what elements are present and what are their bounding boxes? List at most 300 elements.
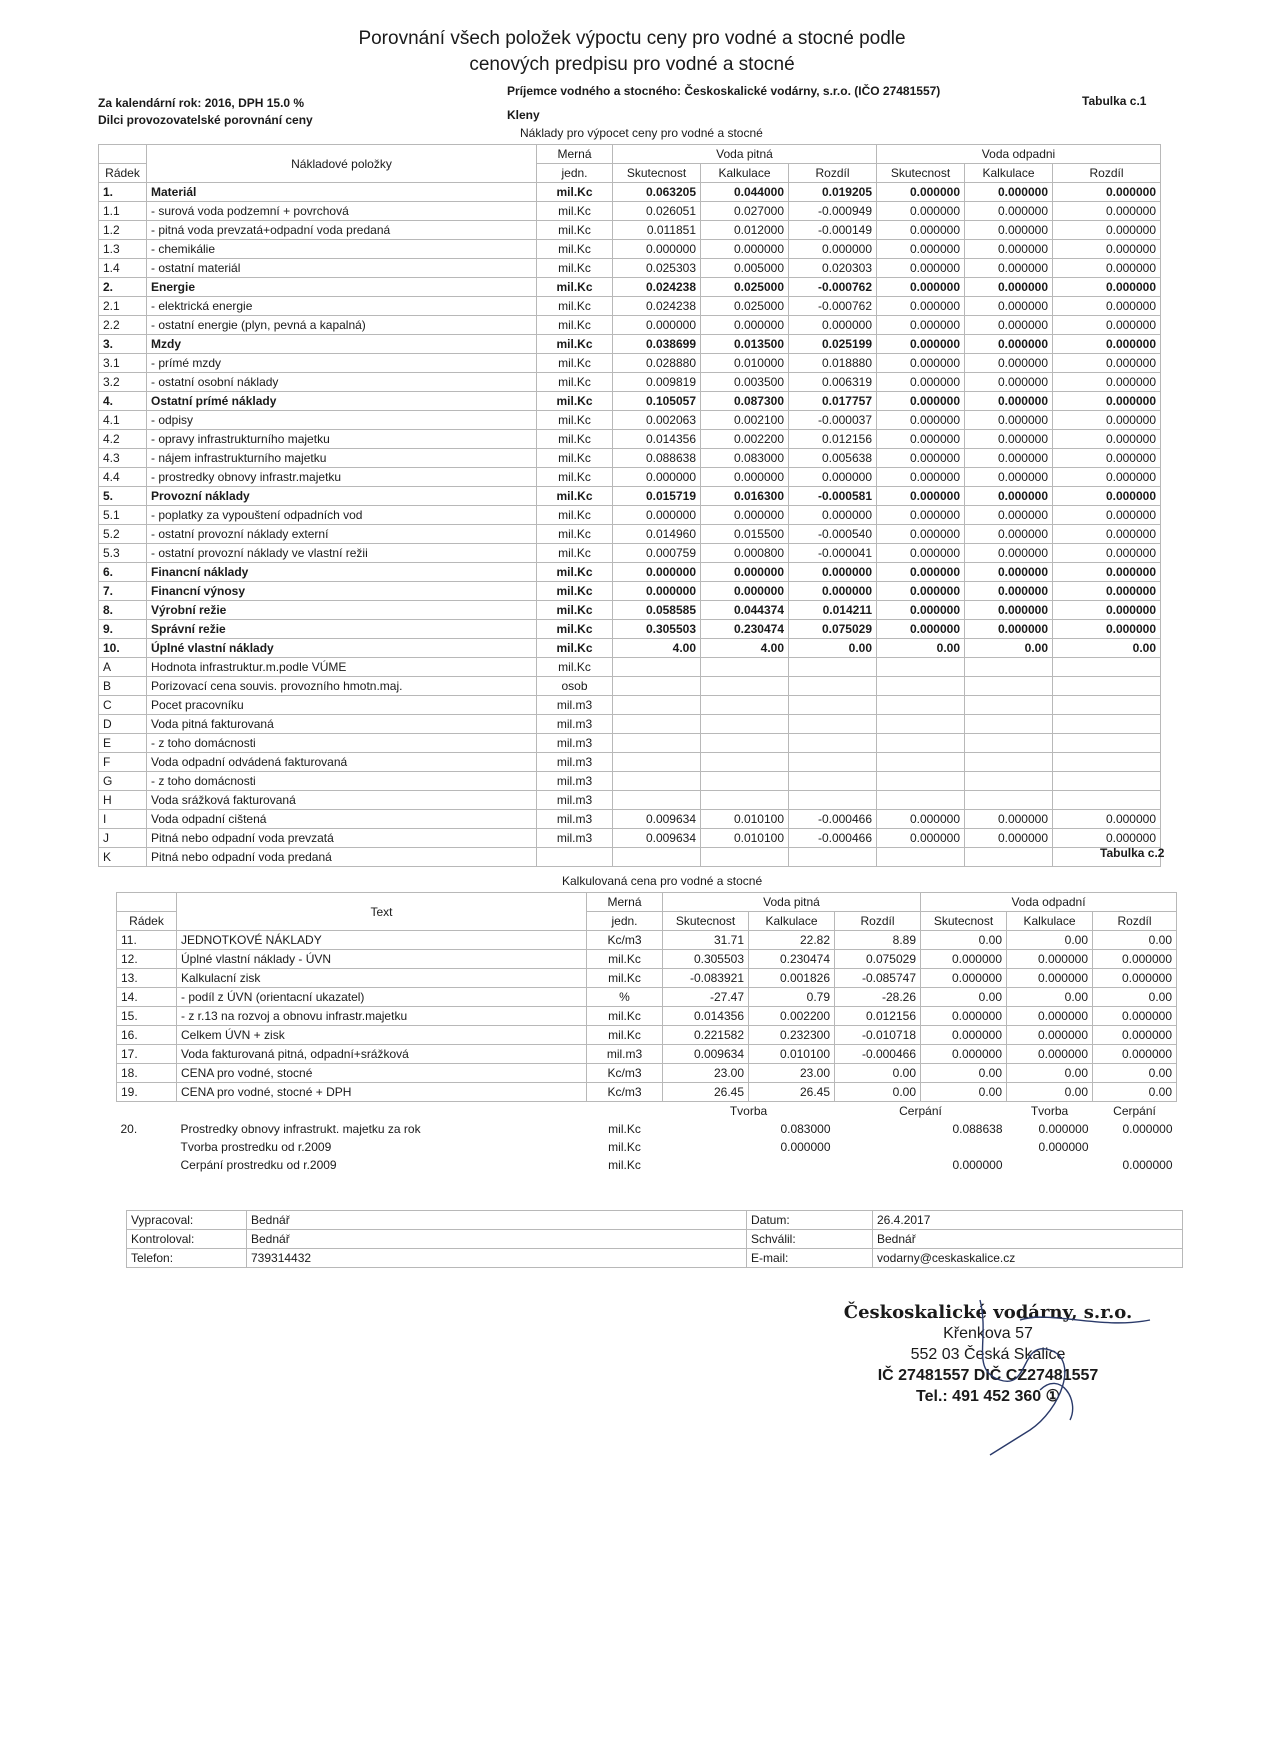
row-unit: mil.Kc xyxy=(537,240,613,259)
row-unit: mil.Kc xyxy=(537,221,613,240)
stamp-city: 552 03 Česká Skalice xyxy=(910,1346,1066,1363)
row-number: B xyxy=(99,677,147,696)
row-value: -0.000949 xyxy=(789,202,877,221)
row-value: 0.000000 xyxy=(965,487,1053,506)
row-value: 0.000000 xyxy=(877,563,965,582)
row-unit: % xyxy=(587,988,663,1007)
row-value xyxy=(877,772,965,791)
row-number: 2. xyxy=(99,278,147,297)
cost-items-table xyxy=(98,144,1161,867)
row-value: 0.000000 xyxy=(965,411,1053,430)
row-value: 0.000000 xyxy=(965,316,1053,335)
row-value: 0.000000 xyxy=(877,449,965,468)
stamp-tel-text: Tel.: 491 452 360 xyxy=(916,1388,1042,1405)
row-number: C xyxy=(99,696,147,715)
row-value: 0.00 xyxy=(1007,1083,1093,1102)
row-unit: mil.m3 xyxy=(537,753,613,772)
row-unit: mil.Kc xyxy=(537,449,613,468)
row-value xyxy=(965,715,1053,734)
row-value: 0.000000 xyxy=(1053,373,1161,392)
row-unit: mil.m3 xyxy=(537,734,613,753)
stamp-mark: ① xyxy=(1045,1388,1060,1405)
row-value: 0.305503 xyxy=(613,620,701,639)
row-value: 0.009634 xyxy=(613,829,701,848)
row-number: D xyxy=(99,715,147,734)
t2-header-text: Text xyxy=(177,893,587,931)
row-label: - ostatní materiál xyxy=(147,259,537,278)
row-number: 5.2 xyxy=(99,525,147,544)
row-label: JEDNOTKOVÉ NÁKLADY xyxy=(177,931,587,950)
row-value: 0.000000 xyxy=(1053,620,1161,639)
row-unit: mil.Kc xyxy=(537,373,613,392)
row-label: - chemikálie xyxy=(147,240,537,259)
row-value: 0.000000 xyxy=(877,297,965,316)
row-value xyxy=(877,753,965,772)
fund-use-1: 0.088638 xyxy=(952,1122,1003,1136)
row-value: 0.000000 xyxy=(1053,810,1161,829)
row-value: 0.00 xyxy=(921,931,1007,950)
table-row xyxy=(117,950,1177,969)
table-row xyxy=(99,449,1161,468)
row-value: 0.014960 xyxy=(613,525,701,544)
row-number: 1.2 xyxy=(99,221,147,240)
row-value: 0.000000 xyxy=(701,468,789,487)
row-value xyxy=(965,791,1053,810)
row-value: 0.005000 xyxy=(701,259,789,278)
row-value: 0.044374 xyxy=(701,601,789,620)
row-number: 5. xyxy=(99,487,147,506)
row-label: - ostatní energie (plyn, pevná a kapalná) xyxy=(147,316,537,335)
row-unit: mil.Kc xyxy=(537,297,613,316)
row-number: 1.4 xyxy=(99,259,147,278)
row-value: 4.00 xyxy=(701,639,789,658)
row-number: 12. xyxy=(117,950,177,969)
row-value: 0.015719 xyxy=(613,487,701,506)
row-label: Úplné vlastní náklady xyxy=(147,639,537,658)
t2-header-water-diff: Rozdíl xyxy=(835,912,921,931)
row-value: 0.016300 xyxy=(701,487,789,506)
row-value: 0.009819 xyxy=(613,373,701,392)
row-label: Správní režie xyxy=(147,620,537,639)
fund-header-use-1: Cerpání xyxy=(899,1104,942,1118)
row-value: 0.000000 xyxy=(1007,950,1093,969)
row-value: -28.26 xyxy=(835,988,921,1007)
row-value: -0.000149 xyxy=(789,221,877,240)
t2-header-waste-diff: Rozdíl xyxy=(1093,912,1177,931)
row-label: Celkem ÚVN + zisk xyxy=(177,1026,587,1045)
row-value xyxy=(877,791,965,810)
t2-header-waste-calc: Kalkulace xyxy=(1007,912,1093,931)
table-row xyxy=(117,1083,1177,1102)
t2-header-waste-actual: Skutecnost xyxy=(921,912,1007,931)
row-label: Voda pitná fakturovaná xyxy=(147,715,537,734)
row-label: Mzdy xyxy=(147,335,537,354)
table-row xyxy=(117,1064,1177,1083)
row-unit: Kc/m3 xyxy=(587,931,663,950)
row-value xyxy=(877,734,965,753)
row-value: 0.000000 xyxy=(965,582,1053,601)
row-value: 0.000000 xyxy=(965,563,1053,582)
row-unit: mil.Kc xyxy=(537,392,613,411)
row-value xyxy=(965,848,1053,867)
row-value: 0.000000 xyxy=(1053,487,1161,506)
row-value xyxy=(613,715,701,734)
row-value: 0.000000 xyxy=(877,316,965,335)
row-value: 0.000000 xyxy=(613,316,701,335)
row-value: -0.000581 xyxy=(789,487,877,506)
row-value: 0.000000 xyxy=(1053,297,1161,316)
row-value xyxy=(1053,696,1161,715)
row-value: 0.00 xyxy=(877,639,965,658)
row-value xyxy=(789,715,877,734)
row-value: 0.00 xyxy=(1093,1083,1177,1102)
row-label: - podíl z ÚVN (orientacní ukazatel) xyxy=(177,988,587,1007)
row-value: 0.000000 xyxy=(965,278,1053,297)
row-value: 0.000000 xyxy=(613,582,701,601)
table-row xyxy=(99,525,1161,544)
row-number: 1.3 xyxy=(99,240,147,259)
row-value: -0.000466 xyxy=(789,829,877,848)
row-number: 16. xyxy=(117,1026,177,1045)
row-number xyxy=(117,1138,177,1156)
row-value: 0.010100 xyxy=(701,829,789,848)
row-number: A xyxy=(99,658,147,677)
row-value xyxy=(701,734,789,753)
row-unit: mil.Kc xyxy=(537,259,613,278)
table-row xyxy=(99,791,1161,810)
row-number: 19. xyxy=(117,1083,177,1102)
row-value: -0.000540 xyxy=(789,525,877,544)
row-value: 0.000000 xyxy=(965,601,1053,620)
table-row xyxy=(99,639,1161,658)
t2-header-waste: Voda odpadní xyxy=(921,893,1177,912)
row-value: 0.024238 xyxy=(613,278,701,297)
row-value: 0.000000 xyxy=(965,297,1053,316)
row-value: 0.001826 xyxy=(749,969,835,988)
row-label: - poplatky za vypouštení odpadních vod xyxy=(147,506,537,525)
row-value: 0.000000 xyxy=(1053,183,1161,202)
row-value: 0.00 xyxy=(1007,1064,1093,1083)
row-value: 0.000000 xyxy=(1053,316,1161,335)
t2-header-water-actual: Skutecnost xyxy=(663,912,749,931)
row-value: 0.024238 xyxy=(613,297,701,316)
row-value: 0.038699 xyxy=(613,335,701,354)
fund-header-blank-3 xyxy=(587,1102,663,1121)
table-row xyxy=(99,392,1161,411)
table-row xyxy=(99,411,1161,430)
row-label: Materiál xyxy=(147,183,537,202)
row-value: 0.00 xyxy=(921,988,1007,1007)
row-unit: mil.Kc xyxy=(537,411,613,430)
row-label: Kalkulacní zisk xyxy=(177,969,587,988)
row-label: - odpisy xyxy=(147,411,537,430)
row-value xyxy=(613,658,701,677)
row-label: Financní výnosy xyxy=(147,582,537,601)
row-value: 0.00 xyxy=(1007,988,1093,1007)
row-value: 0.000000 xyxy=(613,506,701,525)
row-value: 0.015500 xyxy=(701,525,789,544)
row-number: 2.2 xyxy=(99,316,147,335)
row-value xyxy=(701,696,789,715)
row-number: 3.2 xyxy=(99,373,147,392)
row-value: 8.89 xyxy=(835,931,921,950)
row-value: 0.232300 xyxy=(749,1026,835,1045)
row-value: -0.083921 xyxy=(663,969,749,988)
fund-header-create-2: Tvorba xyxy=(1030,1104,1069,1118)
document-title-line1: Porovnání všech položek výpoctu ceny pro vodné a stocné podle xyxy=(358,28,906,49)
row-unit: mil.Kc xyxy=(537,468,613,487)
row-label: Energie xyxy=(147,278,537,297)
checked-value: Bednář xyxy=(247,1230,747,1249)
row-value: 0.000000 xyxy=(877,354,965,373)
checked-label: Kontroloval: xyxy=(127,1230,247,1249)
date-label: Datum: xyxy=(747,1211,873,1230)
row-number: 8. xyxy=(99,601,147,620)
fund-create-2 xyxy=(1007,1156,1093,1174)
row-value: 0.000000 xyxy=(701,316,789,335)
row-unit: mil.Kc xyxy=(587,1007,663,1026)
table-row xyxy=(99,468,1161,487)
row-value: 0.000000 xyxy=(1007,1026,1093,1045)
row-number: 14. xyxy=(117,988,177,1007)
row-value: 23.00 xyxy=(663,1064,749,1083)
row-value: 31.71 xyxy=(663,931,749,950)
row-value xyxy=(789,772,877,791)
row-number: H xyxy=(99,791,147,810)
row-value xyxy=(701,772,789,791)
row-value xyxy=(789,658,877,677)
fund-row xyxy=(117,1120,1177,1138)
row-value: 0.011851 xyxy=(613,221,701,240)
stamp-company: Českoskalické vodárny, s.r.o. xyxy=(843,1302,1133,1323)
row-value: 0.075029 xyxy=(789,620,877,639)
row-value: -0.000762 xyxy=(789,297,877,316)
header-water: Voda pitná xyxy=(613,145,877,164)
row-value: 0.000000 xyxy=(613,563,701,582)
header-unit-bottom: jedn. xyxy=(537,164,613,183)
fund-row xyxy=(117,1156,1177,1174)
row-unit: mil.Kc xyxy=(537,278,613,297)
row-label: - z toho domácnosti xyxy=(147,734,537,753)
row-label: Prostredky obnovy infrastrukt. majetku za rok xyxy=(180,1122,421,1136)
row-value xyxy=(965,753,1053,772)
row-unit: mil.Kc xyxy=(537,354,613,373)
row-unit xyxy=(537,848,613,867)
price-table xyxy=(116,892,1177,1174)
fund-create-1: 0.000000 xyxy=(780,1140,831,1154)
t2-header-water: Voda pitná xyxy=(663,893,921,912)
row-value: 0.000000 xyxy=(1053,392,1161,411)
row-value: 0.000000 xyxy=(965,202,1053,221)
document-title-line2: cenových predpisu pro vodné a stocné xyxy=(469,54,795,75)
row-value xyxy=(1053,791,1161,810)
row-label: Pitná nebo odpadní voda predaná xyxy=(147,848,537,867)
table-row xyxy=(99,430,1161,449)
row-number: E xyxy=(99,734,147,753)
row-value: 0.000000 xyxy=(1053,202,1161,221)
row-value: 0.000000 xyxy=(789,316,877,335)
row-number: 1. xyxy=(99,183,147,202)
header-row-no-label: Rádek xyxy=(99,164,147,183)
table-row xyxy=(99,715,1161,734)
row-value: 0.027000 xyxy=(701,202,789,221)
header-water-diff: Rozdíl xyxy=(789,164,877,183)
row-value: 0.026051 xyxy=(613,202,701,221)
row-value: 0.000000 xyxy=(1053,582,1161,601)
row-value: -0.010718 xyxy=(835,1026,921,1045)
row-value: 0.000000 xyxy=(965,810,1053,829)
row-value xyxy=(613,734,701,753)
row-value: 0.000000 xyxy=(877,829,965,848)
row-value: 0.000000 xyxy=(1007,969,1093,988)
stamp-ids: IČ 27481557 DIČ CZ27481557 xyxy=(877,1367,1099,1384)
signature-footer xyxy=(126,1210,1183,1268)
row-value xyxy=(877,658,965,677)
row-value: 0.000000 xyxy=(877,278,965,297)
header-items: Nákladové položky xyxy=(147,145,537,183)
table-row xyxy=(99,221,1161,240)
locality: Kleny xyxy=(507,108,540,122)
row-value: 0.000000 xyxy=(877,487,965,506)
row-value: 0.000000 xyxy=(701,582,789,601)
fund-header-blank-1 xyxy=(117,1102,177,1121)
prepared-value: Bednář xyxy=(247,1211,747,1230)
row-value: 0.000000 xyxy=(965,221,1053,240)
row-value: 0.00 xyxy=(1093,931,1177,950)
row-value: 0.000000 xyxy=(1053,601,1161,620)
row-value: 22.82 xyxy=(749,931,835,950)
table-row xyxy=(99,810,1161,829)
table-row xyxy=(99,544,1161,563)
row-value: 0.000000 xyxy=(701,506,789,525)
row-unit: mil.Kc xyxy=(537,487,613,506)
row-label: Výrobní režie xyxy=(147,601,537,620)
row-number: 4. xyxy=(99,392,147,411)
table-row xyxy=(99,753,1161,772)
row-number: 17. xyxy=(117,1045,177,1064)
row-value: 0.000000 xyxy=(877,259,965,278)
row-value: 0.002063 xyxy=(613,411,701,430)
table-row xyxy=(99,696,1161,715)
row-value xyxy=(789,677,877,696)
row-value: 0.000000 xyxy=(1053,506,1161,525)
row-value: 0.014356 xyxy=(613,430,701,449)
row-label: - surová voda podzemní + povrchová xyxy=(147,202,537,221)
row-value: -0.000037 xyxy=(789,411,877,430)
row-value xyxy=(701,677,789,696)
row-value: 0.000000 xyxy=(789,240,877,259)
row-value: 0.000000 xyxy=(877,468,965,487)
row-value: 0.00 xyxy=(1093,988,1177,1007)
row-label: Provozní náklady xyxy=(147,487,537,506)
row-unit: mil.Kc xyxy=(537,525,613,544)
row-value: 0.000000 xyxy=(877,411,965,430)
row-number: 4.4 xyxy=(99,468,147,487)
row-value: 0.000000 xyxy=(1053,278,1161,297)
fund-use-2: 0.000000 xyxy=(1122,1122,1173,1136)
row-number: 20. xyxy=(120,1122,138,1136)
row-value xyxy=(613,677,701,696)
row-label: - z toho domácnosti xyxy=(147,772,537,791)
row-value: 4.00 xyxy=(613,639,701,658)
table-row xyxy=(99,354,1161,373)
row-value: 0.000000 xyxy=(965,430,1053,449)
row-value: 0.014211 xyxy=(789,601,877,620)
table-row xyxy=(117,1045,1177,1064)
row-value: -0.000041 xyxy=(789,544,877,563)
row-unit: mil.m3 xyxy=(537,810,613,829)
row-value: 0.000000 xyxy=(965,620,1053,639)
row-label: Voda odpadní odvádená fakturovaná xyxy=(147,753,537,772)
row-unit: mil.m3 xyxy=(537,772,613,791)
fund-use-2 xyxy=(1093,1138,1177,1156)
row-value xyxy=(701,715,789,734)
row-value: 0.083000 xyxy=(701,449,789,468)
row-value: 0.000000 xyxy=(965,449,1053,468)
row-value: 0.000000 xyxy=(1053,411,1161,430)
row-value: -0.085747 xyxy=(835,969,921,988)
table-row xyxy=(99,734,1161,753)
row-number: 1.1 xyxy=(99,202,147,221)
row-value: 0.000000 xyxy=(877,392,965,411)
row-number: 3. xyxy=(99,335,147,354)
row-value: 26.45 xyxy=(663,1083,749,1102)
table-row xyxy=(99,373,1161,392)
row-number: 4.2 xyxy=(99,430,147,449)
row-value: 0.000000 xyxy=(877,430,965,449)
row-unit: mil.m3 xyxy=(537,696,613,715)
table-label-2: Tabulka c.2 xyxy=(1100,846,1165,860)
row-unit: mil.Kc xyxy=(537,506,613,525)
row-value: 0.000000 xyxy=(613,468,701,487)
row-value xyxy=(789,753,877,772)
table-label-1: Tabulka c.1 xyxy=(1082,94,1147,108)
row-value: 0.000000 xyxy=(701,563,789,582)
row-value: 0.000000 xyxy=(921,1045,1007,1064)
row-label: - ostatní provozní náklady externí xyxy=(147,525,537,544)
row-value: 0.00 xyxy=(789,639,877,658)
phone-value: 739314432 xyxy=(247,1249,747,1268)
row-value: 0.020303 xyxy=(789,259,877,278)
fund-header-use-2: Cerpání xyxy=(1113,1104,1156,1118)
approved-label: Schválil: xyxy=(747,1230,873,1249)
row-value xyxy=(613,791,701,810)
row-value: 0.000000 xyxy=(1053,544,1161,563)
row-value xyxy=(789,848,877,867)
row-label: Úplné vlastní náklady - ÚVN xyxy=(177,950,587,969)
row-label: Voda odpadní cištená xyxy=(147,810,537,829)
row-unit: mil.Kc xyxy=(537,316,613,335)
row-value: 0.000000 xyxy=(1093,1045,1177,1064)
row-value: 0.025199 xyxy=(789,335,877,354)
row-unit: mil.Kc xyxy=(537,620,613,639)
row-value: 0.000000 xyxy=(1053,335,1161,354)
row-label: - ostatní osobní náklady xyxy=(147,373,537,392)
header-water-actual: Skutecnost xyxy=(613,164,701,183)
fund-use-2: 0.000000 xyxy=(1122,1158,1173,1172)
row-value: 0.005638 xyxy=(789,449,877,468)
header-waste-actual: Skutecnost xyxy=(877,164,965,183)
row-label: - prostredky obnovy infrastr.majetku xyxy=(147,468,537,487)
row-value xyxy=(1053,753,1161,772)
fund-create-1: 0.083000 xyxy=(780,1122,831,1136)
row-value: 0.000000 xyxy=(877,582,965,601)
row-value: 0.000000 xyxy=(1053,563,1161,582)
table-row xyxy=(99,772,1161,791)
table-row xyxy=(99,259,1161,278)
row-number: 5.3 xyxy=(99,544,147,563)
row-value xyxy=(1053,734,1161,753)
